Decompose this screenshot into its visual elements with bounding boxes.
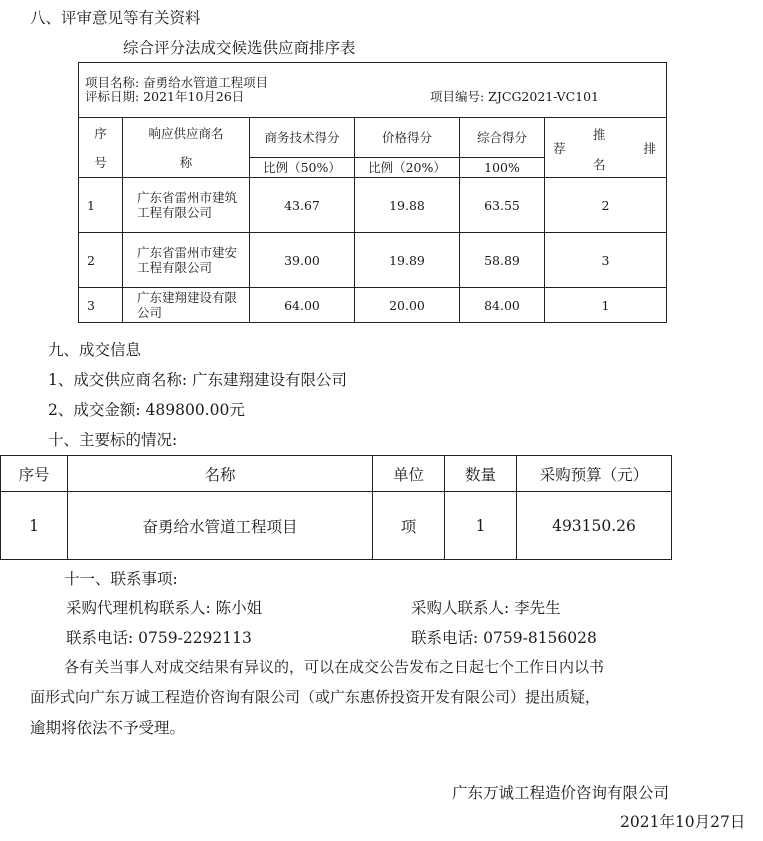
notice-line-3: 逾期将依法不予受理。 bbox=[30, 719, 186, 737]
winning-amount: 2、成交金额: 489800.00元 bbox=[48, 401, 245, 419]
notice-line-2: 面形式向广东万诚工程造价咨询有限公司（或广东惠侨投资开发有限公司）提出质疑， bbox=[30, 688, 601, 706]
project-number: 项目编号: ZJCG2021-VC101 bbox=[430, 89, 600, 104]
project-info bbox=[79, 63, 667, 118]
agent-phone: 联系电话: 0759-2292113 bbox=[66, 629, 252, 647]
header-total-score: 综合得分 bbox=[460, 118, 545, 158]
header-budget: 采购预算（元） bbox=[517, 456, 672, 492]
table-row: 1 广东省雷州市建筑工程有限公司 43.67 19.88 63.55 2 bbox=[79, 178, 667, 233]
review-date: 评标日期: 2021年10月26日 bbox=[85, 89, 245, 104]
table-row: 3 广东建翔建设有限公司 64.00 20.00 84.00 1 bbox=[79, 288, 667, 323]
section9-heading: 九、成交信息 bbox=[48, 341, 142, 359]
table-row: 1 奋勇给水管道工程项目 项 1 493150.26 bbox=[1, 492, 672, 560]
header-unit: 单位 bbox=[373, 456, 445, 492]
total-ratio: 100% bbox=[460, 158, 545, 178]
agent-contact: 采购代理机构联系人: 陈小姐 bbox=[66, 599, 263, 617]
notice-line-1: 各有关当事人对成交结果有异议的，可以在成交公告发布之日起七个工作日内以书 bbox=[64, 658, 605, 676]
signature-company: 广东万诚工程造价咨询有限公司 bbox=[452, 784, 670, 802]
section10-heading: 十、主要标的情况: bbox=[48, 431, 178, 449]
header-seq: 序号 bbox=[1, 456, 68, 492]
price-ratio: 比例（20%） bbox=[355, 158, 460, 178]
header-rank: 推 荐 排 名 bbox=[545, 118, 667, 178]
section8-heading: 八、评审意见等有关资料 bbox=[30, 9, 201, 27]
header-biz-score: 商务技术得分 bbox=[250, 118, 355, 158]
table-row: 2 广东省雷州市建安工程有限公司 39.00 19.89 58.89 3 bbox=[79, 233, 667, 288]
biz-ratio: 比例（50%） bbox=[250, 158, 355, 178]
buyer-contact: 采购人联系人: 李先生 bbox=[411, 599, 561, 617]
header-supplier: 响应供应商名 称 bbox=[123, 118, 250, 178]
ranking-table bbox=[78, 62, 667, 323]
ranking-table-title: 综合评分法成交候选供应商排序表 bbox=[123, 39, 356, 57]
header-price-score: 价格得分 bbox=[355, 118, 460, 158]
winning-supplier: 1、成交供应商名称: 广东建翔建设有限公司 bbox=[48, 371, 348, 389]
header-seq: 序 号 bbox=[79, 118, 123, 178]
section11-heading: 十一、联系事项: bbox=[64, 570, 178, 588]
header-name: 名称 bbox=[68, 456, 373, 492]
signature-date: 2021年10月27日 bbox=[620, 813, 746, 831]
project-name: 项目名称: 奋勇给水管道工程项目 bbox=[85, 74, 269, 90]
header-qty: 数量 bbox=[445, 456, 517, 492]
buyer-phone: 联系电话: 0759-8156028 bbox=[411, 629, 597, 647]
main-items-table bbox=[0, 455, 672, 560]
